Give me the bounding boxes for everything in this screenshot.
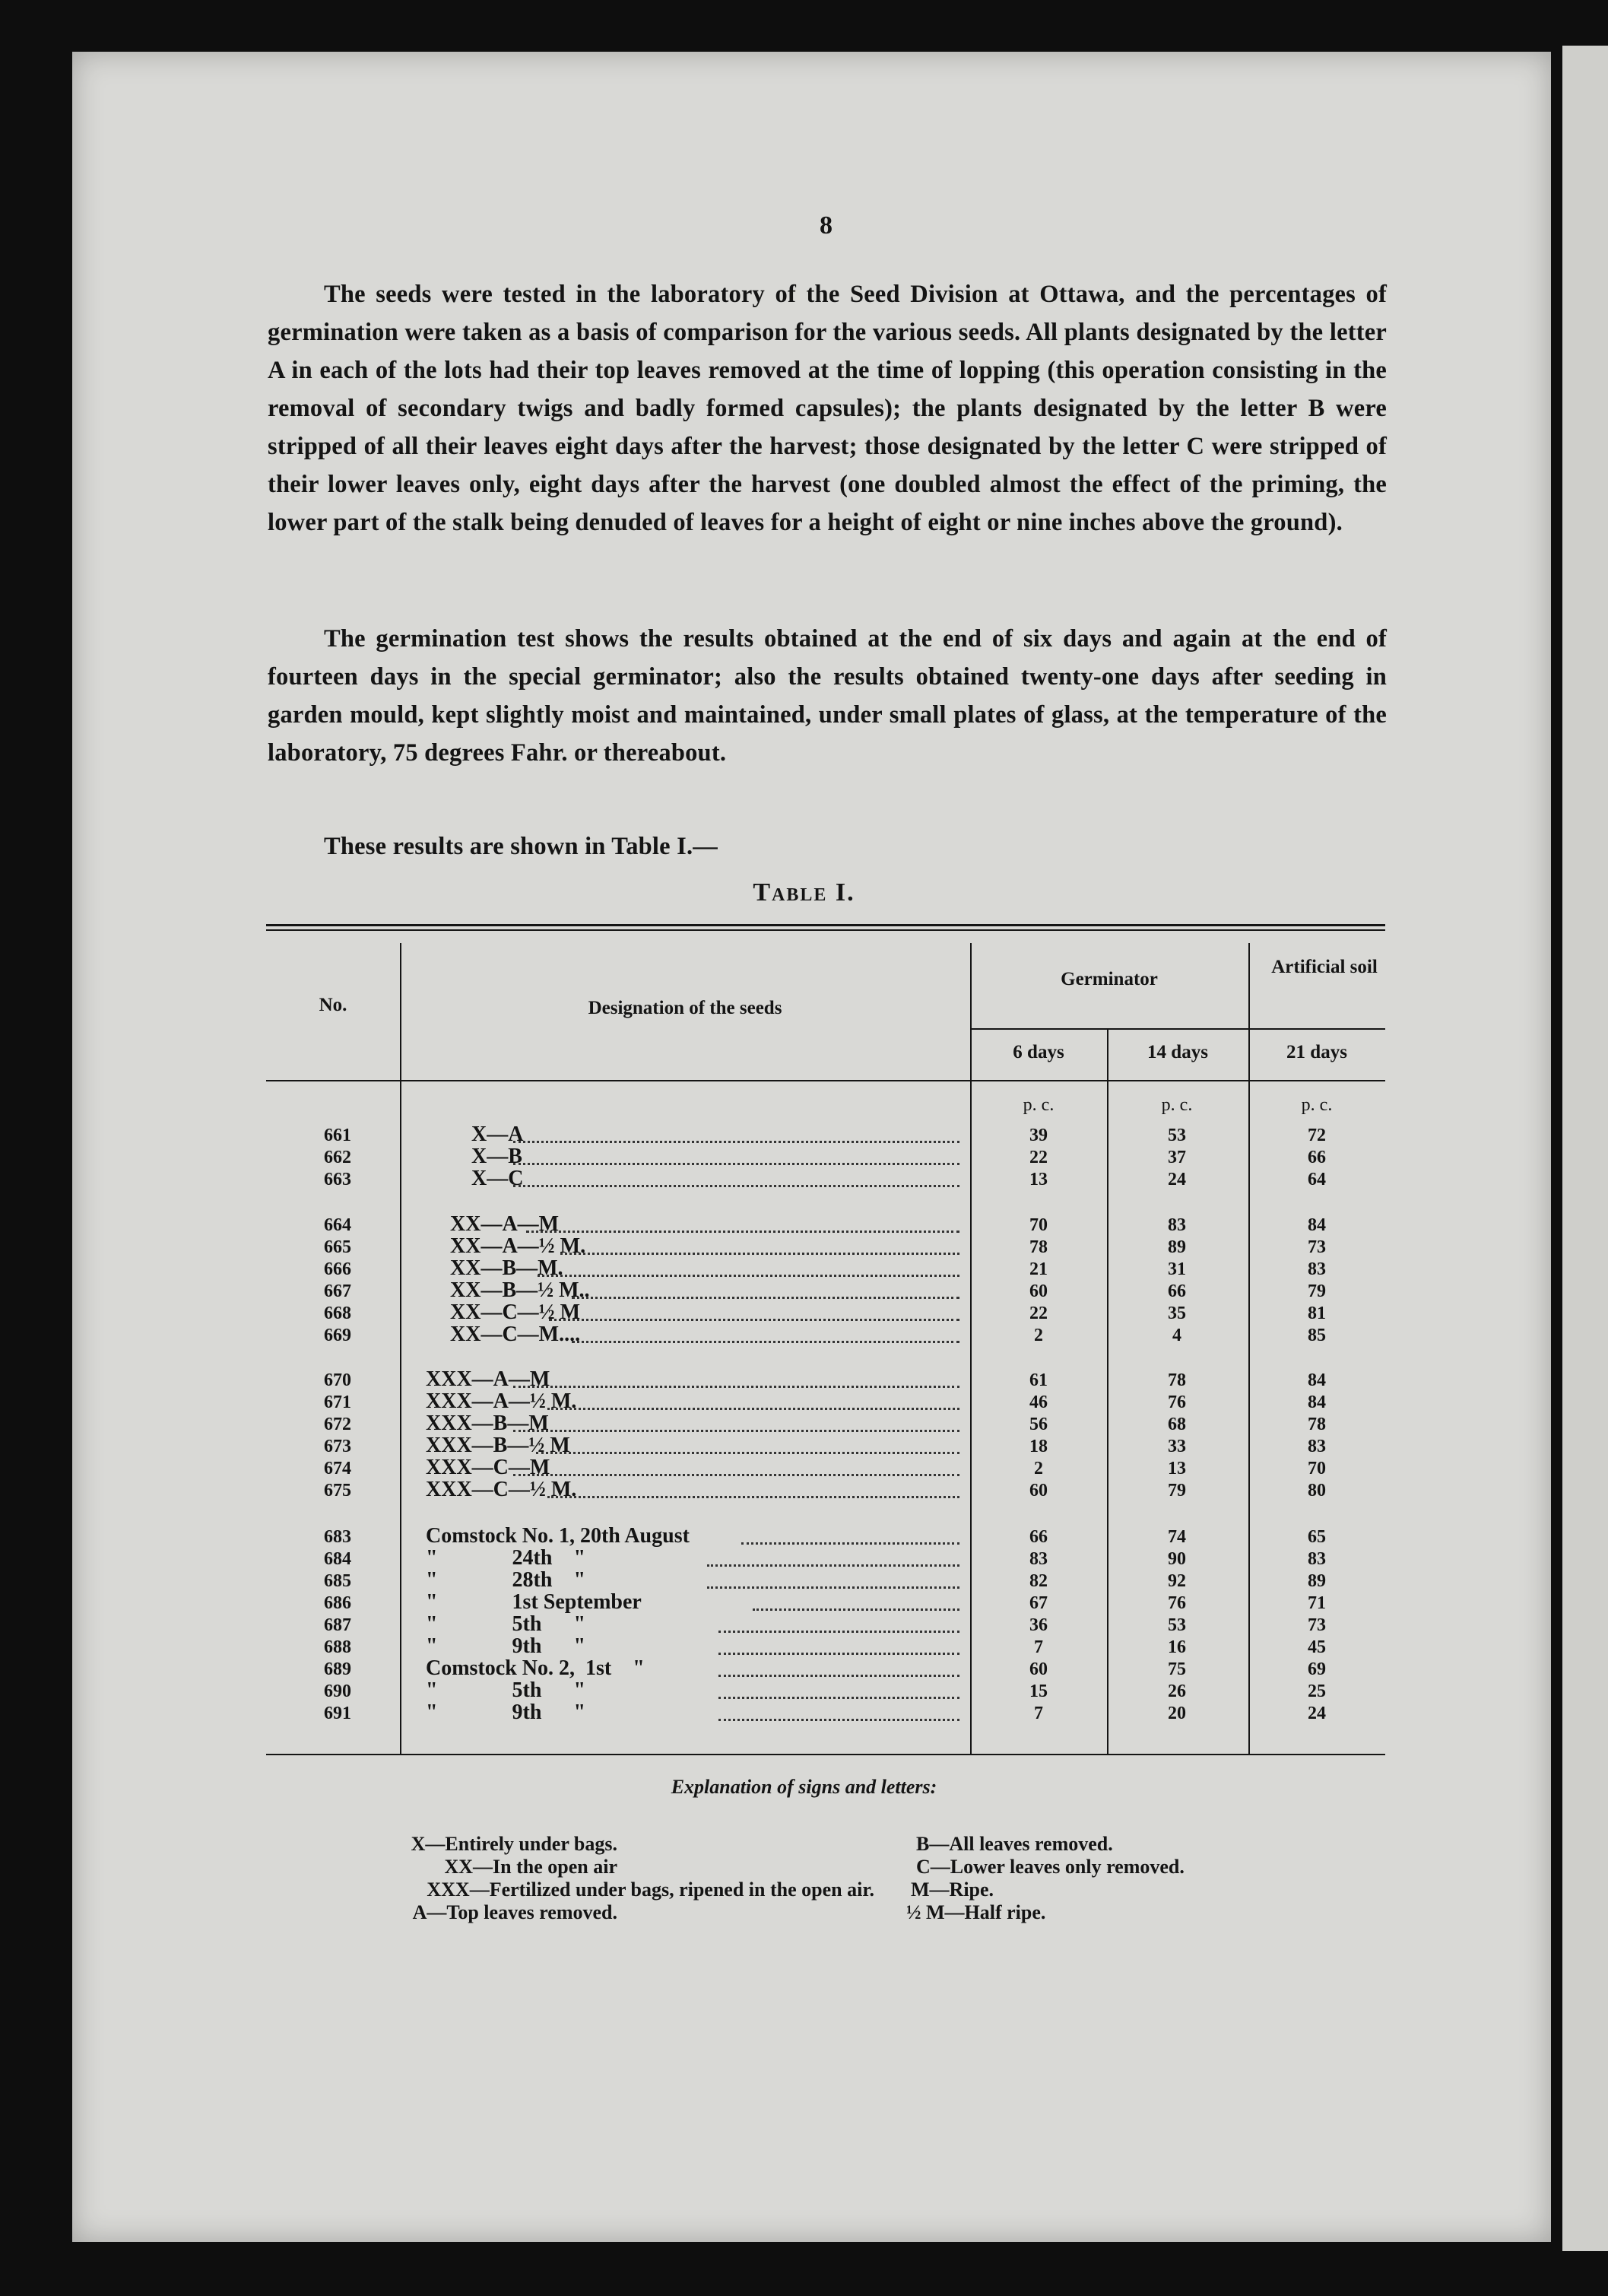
row-designation: " 9th " bbox=[426, 1701, 585, 1724]
value-6-days: 7 bbox=[1034, 1704, 1043, 1723]
row-designation: Comstock No. 1, 20th August bbox=[426, 1524, 690, 1548]
value-21-days: 73 bbox=[1308, 1615, 1326, 1635]
table-title bbox=[0, 878, 1608, 907]
column-divider-2 bbox=[970, 943, 972, 1754]
header-no: No. bbox=[319, 995, 347, 1015]
row-number: 674 bbox=[324, 1459, 351, 1478]
value-6-days: 60 bbox=[1029, 1481, 1048, 1500]
value-6-days: 78 bbox=[1029, 1237, 1048, 1257]
value-6-days: 39 bbox=[1029, 1126, 1048, 1145]
unit-21-days: p. c. bbox=[1301, 1095, 1333, 1115]
explanation-right-item: B—All leaves removed. bbox=[916, 1833, 1113, 1855]
value-21-days: 78 bbox=[1308, 1415, 1326, 1434]
value-21-days: 79 bbox=[1308, 1281, 1326, 1301]
row-leader-dots bbox=[718, 1719, 959, 1721]
value-21-days: 69 bbox=[1308, 1659, 1326, 1679]
row-designation: " 24th " bbox=[426, 1546, 585, 1570]
value-21-days: 65 bbox=[1308, 1527, 1326, 1547]
header-artificial-soil: Artificial soil bbox=[1271, 957, 1378, 977]
row-leader-dots bbox=[526, 1231, 959, 1233]
row-designation: Comstock No. 2, 1st " bbox=[426, 1656, 645, 1680]
row-leader-dots bbox=[513, 1430, 959, 1432]
row-designation: X—A bbox=[471, 1123, 524, 1146]
value-14-days: 35 bbox=[1168, 1304, 1186, 1323]
paragraph-1: The seeds were tested in the laboratory of the Seed Division at Ottawa, and the percentages of germination were taken as a basis of comparison for the various seeds. All plants designated by the letter A in each of the lots had their top leaves removed at the time of lopping (this operation consisting in the removal of secondary twigs and badly formed capsules); the plants designated by the letter B were stripped of all their leaves eight days after the harvest; those designated by the letter C were stripped of their lower leaves only, eight days after the harvest (one doubled almost the effect of the priming, the lower part of the stalk being denuded of leaves for a height of eight or nine inches above the ground). bbox=[268, 281, 1387, 536]
row-leader-dots bbox=[513, 1386, 959, 1388]
value-6-days: 61 bbox=[1029, 1370, 1048, 1390]
header-bottom-rule bbox=[266, 1080, 1385, 1081]
value-21-days: 83 bbox=[1308, 1549, 1326, 1569]
explanation-right-item: ½ M—Half ripe. bbox=[906, 1901, 1046, 1923]
row-designation: XX—B—½ M.. bbox=[450, 1278, 590, 1302]
value-14-days: 68 bbox=[1168, 1415, 1186, 1434]
row-number: 664 bbox=[324, 1215, 351, 1235]
row-designation: XXX—A—½ M. bbox=[426, 1389, 577, 1413]
row-leader-dots bbox=[753, 1608, 959, 1611]
value-6-days: 46 bbox=[1029, 1393, 1048, 1412]
explanation-right-item: M—Ripe. bbox=[911, 1878, 994, 1901]
row-number: 671 bbox=[324, 1393, 351, 1412]
row-number: 663 bbox=[324, 1170, 351, 1189]
value-14-days: 53 bbox=[1168, 1126, 1186, 1145]
value-14-days: 89 bbox=[1168, 1237, 1186, 1257]
value-6-days: 18 bbox=[1029, 1437, 1048, 1456]
value-21-days: 89 bbox=[1308, 1571, 1326, 1591]
value-6-days: 67 bbox=[1029, 1593, 1048, 1613]
column-divider-3 bbox=[1107, 1028, 1108, 1754]
value-21-days: 83 bbox=[1308, 1437, 1326, 1456]
row-leader-dots bbox=[572, 1341, 959, 1343]
row-leader-dots bbox=[707, 1564, 959, 1567]
row-designation: XX—C—½ M bbox=[450, 1300, 581, 1324]
row-leader-dots bbox=[513, 1185, 959, 1187]
value-21-days: 70 bbox=[1308, 1459, 1326, 1478]
value-6-days: 2 bbox=[1034, 1459, 1043, 1478]
value-21-days: 84 bbox=[1308, 1215, 1326, 1235]
row-designation: XX—C—M.... bbox=[450, 1323, 581, 1346]
value-21-days: 85 bbox=[1308, 1326, 1326, 1345]
row-number: 690 bbox=[324, 1682, 351, 1701]
explanation-left-item: XXX—Fertilized under bags, ripened in the open air. bbox=[427, 1878, 874, 1901]
value-21-days: 64 bbox=[1308, 1170, 1326, 1189]
value-6-days: 13 bbox=[1029, 1170, 1048, 1189]
value-21-days: 45 bbox=[1308, 1637, 1326, 1657]
column-divider-1 bbox=[400, 943, 401, 1754]
row-number: 668 bbox=[324, 1304, 351, 1323]
value-6-days: 36 bbox=[1029, 1615, 1048, 1635]
table-top-rule-2 bbox=[266, 929, 1385, 931]
row-number: 670 bbox=[324, 1370, 351, 1390]
row-number: 661 bbox=[324, 1126, 351, 1145]
row-leader-dots bbox=[718, 1653, 959, 1655]
value-6-days: 66 bbox=[1029, 1527, 1048, 1547]
row-leader-dots bbox=[549, 1319, 959, 1321]
row-leader-dots bbox=[513, 1141, 959, 1143]
value-14-days: 31 bbox=[1168, 1259, 1186, 1279]
row-leader-dots bbox=[707, 1586, 959, 1589]
value-6-days: 60 bbox=[1029, 1659, 1048, 1679]
explanation-right-item: C—Lower leaves only removed. bbox=[916, 1856, 1185, 1878]
value-6-days: 15 bbox=[1029, 1682, 1048, 1701]
column-divider-4 bbox=[1248, 943, 1250, 1754]
value-21-days: 66 bbox=[1308, 1148, 1326, 1167]
value-6-days: 2 bbox=[1034, 1326, 1043, 1345]
row-number: 688 bbox=[324, 1637, 351, 1657]
row-number: 686 bbox=[324, 1593, 351, 1613]
value-6-days: 70 bbox=[1029, 1215, 1048, 1235]
table-title-number: I. bbox=[835, 878, 855, 907]
header-germinator: Germinator bbox=[1061, 969, 1158, 989]
row-designation: " 1st September bbox=[426, 1590, 642, 1614]
header-21-days: 21 days bbox=[1286, 1042, 1347, 1062]
row-number: 665 bbox=[324, 1237, 351, 1257]
row-number: 687 bbox=[324, 1615, 351, 1635]
value-14-days: 20 bbox=[1168, 1704, 1186, 1723]
value-6-days: 60 bbox=[1029, 1281, 1048, 1301]
header-6-days: 6 days bbox=[1013, 1042, 1064, 1062]
value-14-days: 74 bbox=[1168, 1527, 1186, 1547]
value-14-days: 16 bbox=[1168, 1637, 1186, 1657]
unit-6-days: p. c. bbox=[1023, 1095, 1055, 1115]
table-top-rule bbox=[266, 924, 1385, 926]
row-number: 689 bbox=[324, 1659, 351, 1679]
row-designation: " 28th " bbox=[426, 1568, 585, 1592]
row-designation: X—B bbox=[471, 1145, 522, 1168]
value-14-days: 83 bbox=[1168, 1215, 1186, 1235]
row-number: 684 bbox=[324, 1549, 351, 1569]
row-leader-dots bbox=[513, 1163, 959, 1165]
row-leader-dots bbox=[718, 1675, 959, 1677]
value-14-days: 53 bbox=[1168, 1615, 1186, 1635]
paragraph-3: These results are shown in Table I.— bbox=[324, 833, 718, 860]
row-designation: " 5th " bbox=[426, 1678, 585, 1702]
row-number: 691 bbox=[324, 1704, 351, 1723]
row-number: 685 bbox=[324, 1571, 351, 1591]
explanation-title: Explanation of signs and letters: bbox=[671, 1776, 937, 1798]
row-number: 675 bbox=[324, 1481, 351, 1500]
subheader-rule bbox=[970, 1028, 1385, 1030]
row-number: 666 bbox=[324, 1259, 351, 1279]
value-21-days: 73 bbox=[1308, 1237, 1326, 1257]
row-designation: XX—A—½ M. bbox=[450, 1234, 586, 1258]
row-designation: XXX—C—M bbox=[426, 1456, 550, 1479]
value-21-days: 84 bbox=[1308, 1393, 1326, 1412]
value-14-days: 75 bbox=[1168, 1659, 1186, 1679]
row-designation: XX—B—M. bbox=[450, 1256, 563, 1280]
value-21-days: 24 bbox=[1308, 1704, 1326, 1723]
paragraph-2: The germination test shows the results obtained at the end of six days and again at the end of fourteen days in the special germinator; also the results obtained twenty-one days after seeding in garden mould, kept slightly moist and maintained, under small plates of glass, at the temperature of the laboratory, 75 degrees Fahr. or thereabout. bbox=[268, 625, 1387, 767]
header-designation: Designation of the seeds bbox=[588, 998, 782, 1018]
value-14-days: 76 bbox=[1168, 1393, 1186, 1412]
row-leader-dots bbox=[718, 1631, 959, 1633]
explanation-left-item: X—Entirely under bags. bbox=[411, 1833, 617, 1855]
row-designation: XX—A—M bbox=[450, 1212, 560, 1236]
table-bottom-rule bbox=[266, 1754, 1385, 1755]
row-number: 669 bbox=[324, 1326, 351, 1345]
adjacent-page-edge bbox=[1562, 46, 1608, 2251]
header-14-days: 14 days bbox=[1147, 1042, 1208, 1062]
row-leader-dots bbox=[572, 1297, 959, 1299]
row-designation: XXX—A—M bbox=[426, 1367, 550, 1391]
explanation-left-item: XX—In the open air bbox=[444, 1856, 617, 1878]
row-designation: XXX—C—½ M. bbox=[426, 1478, 577, 1501]
value-21-days: 84 bbox=[1308, 1370, 1326, 1390]
value-14-days: 13 bbox=[1168, 1459, 1186, 1478]
row-leader-dots bbox=[536, 1452, 959, 1454]
value-14-days: 26 bbox=[1168, 1682, 1186, 1701]
value-6-days: 82 bbox=[1029, 1571, 1048, 1591]
value-14-days: 33 bbox=[1168, 1437, 1186, 1456]
value-21-days: 83 bbox=[1308, 1259, 1326, 1279]
value-14-days: 66 bbox=[1168, 1281, 1186, 1301]
value-6-days: 21 bbox=[1029, 1259, 1048, 1279]
row-number: 667 bbox=[324, 1281, 351, 1301]
value-14-days: 90 bbox=[1168, 1549, 1186, 1569]
value-14-days: 79 bbox=[1168, 1481, 1186, 1500]
row-number: 662 bbox=[324, 1148, 351, 1167]
row-designation: " 9th " bbox=[426, 1634, 585, 1658]
value-14-days: 92 bbox=[1168, 1571, 1186, 1591]
row-leader-dots bbox=[513, 1474, 959, 1476]
value-6-days: 22 bbox=[1029, 1148, 1048, 1167]
value-14-days: 4 bbox=[1172, 1326, 1181, 1345]
value-6-days: 56 bbox=[1029, 1415, 1048, 1434]
row-leader-dots bbox=[560, 1253, 959, 1255]
value-14-days: 37 bbox=[1168, 1148, 1186, 1167]
row-designation: " 5th " bbox=[426, 1612, 585, 1636]
value-21-days: 71 bbox=[1308, 1593, 1326, 1613]
row-number: 683 bbox=[324, 1527, 351, 1547]
value-14-days: 24 bbox=[1168, 1170, 1186, 1189]
row-leader-dots bbox=[547, 1408, 959, 1410]
table-title-word: Table bbox=[753, 878, 828, 907]
value-14-days: 76 bbox=[1168, 1593, 1186, 1613]
value-21-days: 25 bbox=[1308, 1682, 1326, 1701]
value-6-days: 22 bbox=[1029, 1304, 1048, 1323]
page-number: 8 bbox=[820, 211, 833, 240]
value-21-days: 81 bbox=[1308, 1304, 1326, 1323]
value-21-days: 72 bbox=[1308, 1126, 1326, 1145]
value-21-days: 80 bbox=[1308, 1481, 1326, 1500]
row-leader-dots bbox=[718, 1697, 959, 1699]
value-14-days: 78 bbox=[1168, 1370, 1186, 1390]
row-number: 672 bbox=[324, 1415, 351, 1434]
row-leader-dots bbox=[741, 1542, 959, 1545]
value-6-days: 83 bbox=[1029, 1549, 1048, 1569]
explanation-left-item: A—Top leaves removed. bbox=[412, 1901, 617, 1923]
row-designation: XXX—B—M bbox=[426, 1412, 549, 1435]
row-designation: XXX—B—½ M bbox=[426, 1434, 570, 1457]
value-6-days: 7 bbox=[1034, 1637, 1043, 1657]
row-leader-dots bbox=[538, 1275, 959, 1277]
row-leader-dots bbox=[547, 1496, 959, 1498]
unit-14-days: p. c. bbox=[1161, 1095, 1193, 1115]
row-designation: X—C bbox=[471, 1167, 524, 1190]
row-number: 673 bbox=[324, 1437, 351, 1456]
